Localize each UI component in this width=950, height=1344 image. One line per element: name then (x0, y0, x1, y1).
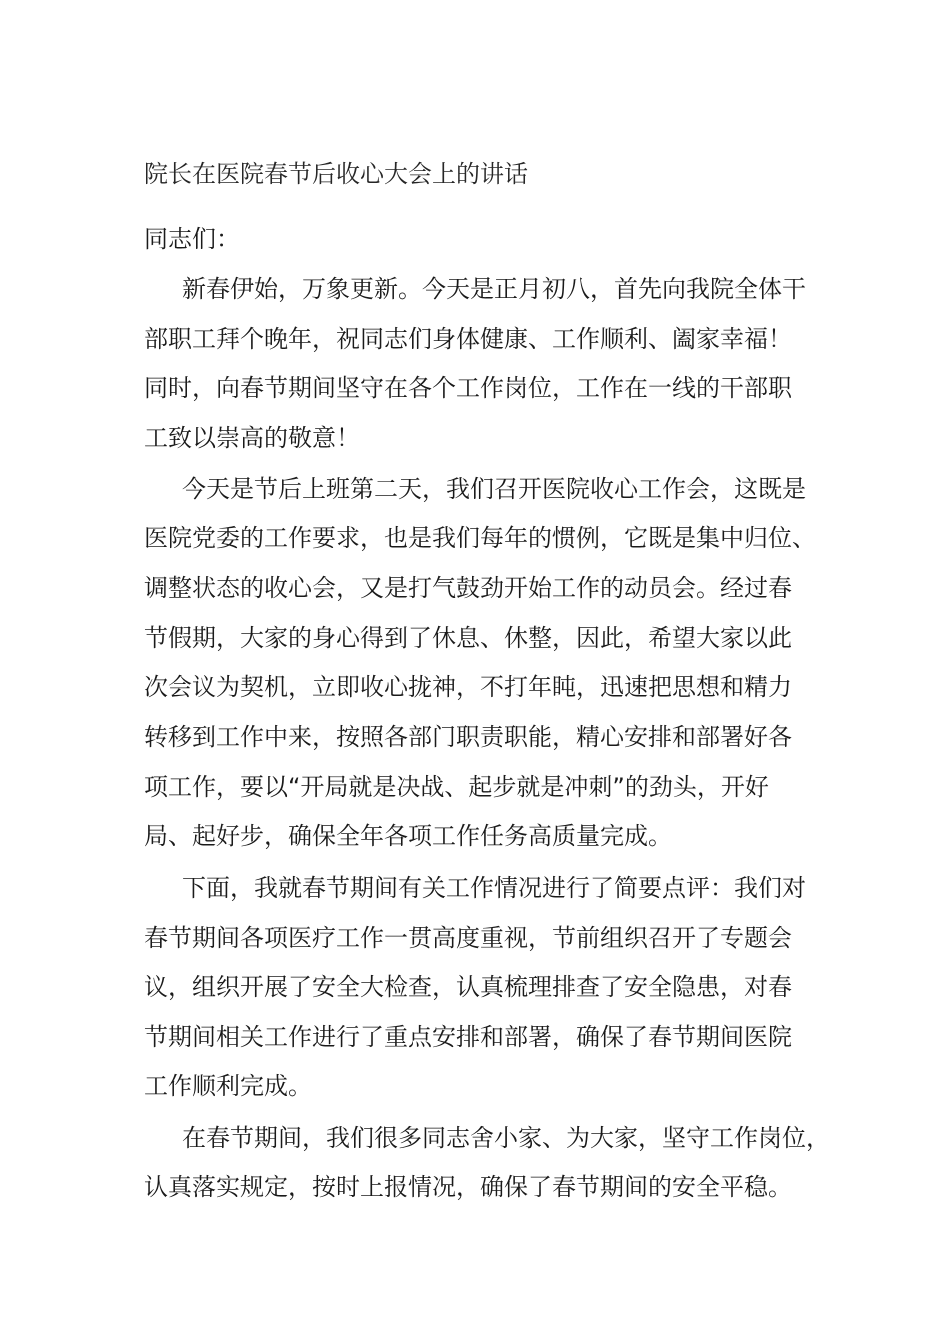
body-line: 医院党委的工作要求，也是我们每年的惯例，它既是集中归位、 (144, 524, 816, 552)
body-line: 调整状态的收心会，又是打气鼓劲开始工作的动员会。经过春 (144, 574, 792, 602)
body-line: 新春伊始，万象更新。今天是正月初八，首先向我院全体干 (182, 275, 806, 303)
body-line: 项工作，要以“开局就是决战、起步就是冲刺”的劲头，开好 (144, 773, 769, 801)
body-line: 节期间相关工作进行了重点安排和部署，确保了春节期间医院 (144, 1023, 792, 1051)
salutation: 同志们： (144, 225, 240, 253)
body-line: 工致以崇高的敬意！ (144, 424, 360, 452)
body-line: 转移到工作中来，按照各部门职责职能，精心安排和部署好各 (144, 723, 792, 751)
body-line: 部职工拜个晚年，祝同志们身体健康、工作顺利、阖家幸福！ (144, 325, 792, 353)
body-line: 次会议为契机，立即收心拢神，不打年盹，迅速把思想和精力 (144, 673, 792, 701)
body-line: 今天是节后上班第二天，我们召开医院收心工作会，这既是 (182, 475, 806, 503)
document-title: 院长在医院春节后收心大会上的讲话 (144, 160, 528, 188)
body-line: 下面，我就春节期间有关工作情况进行了简要点评：我们对 (182, 874, 806, 902)
body-line: 局、起好步，确保全年各项工作任务高质量完成。 (144, 822, 672, 850)
body-line: 议，组织开展了安全大检查，认真梳理排查了安全隐患，对春 (144, 973, 792, 1001)
body-line: 同时，向春节期间坚守在各个工作岗位，工作在一线的干部职 (144, 374, 792, 402)
body-line: 春节期间各项医疗工作一贯高度重视，节前组织召开了专题会 (144, 924, 792, 952)
body-line: 在春节期间，我们很多同志舍小家、为大家，坚守工作岗位， (182, 1124, 830, 1152)
body-line: 工作顺利完成。 (144, 1072, 312, 1100)
body-line: 节假期，大家的身心得到了休息、休整，因此，希望大家以此 (144, 624, 792, 652)
body-line: 认真落实规定，按时上报情况，确保了春节期间的安全平稳。 (144, 1173, 792, 1201)
